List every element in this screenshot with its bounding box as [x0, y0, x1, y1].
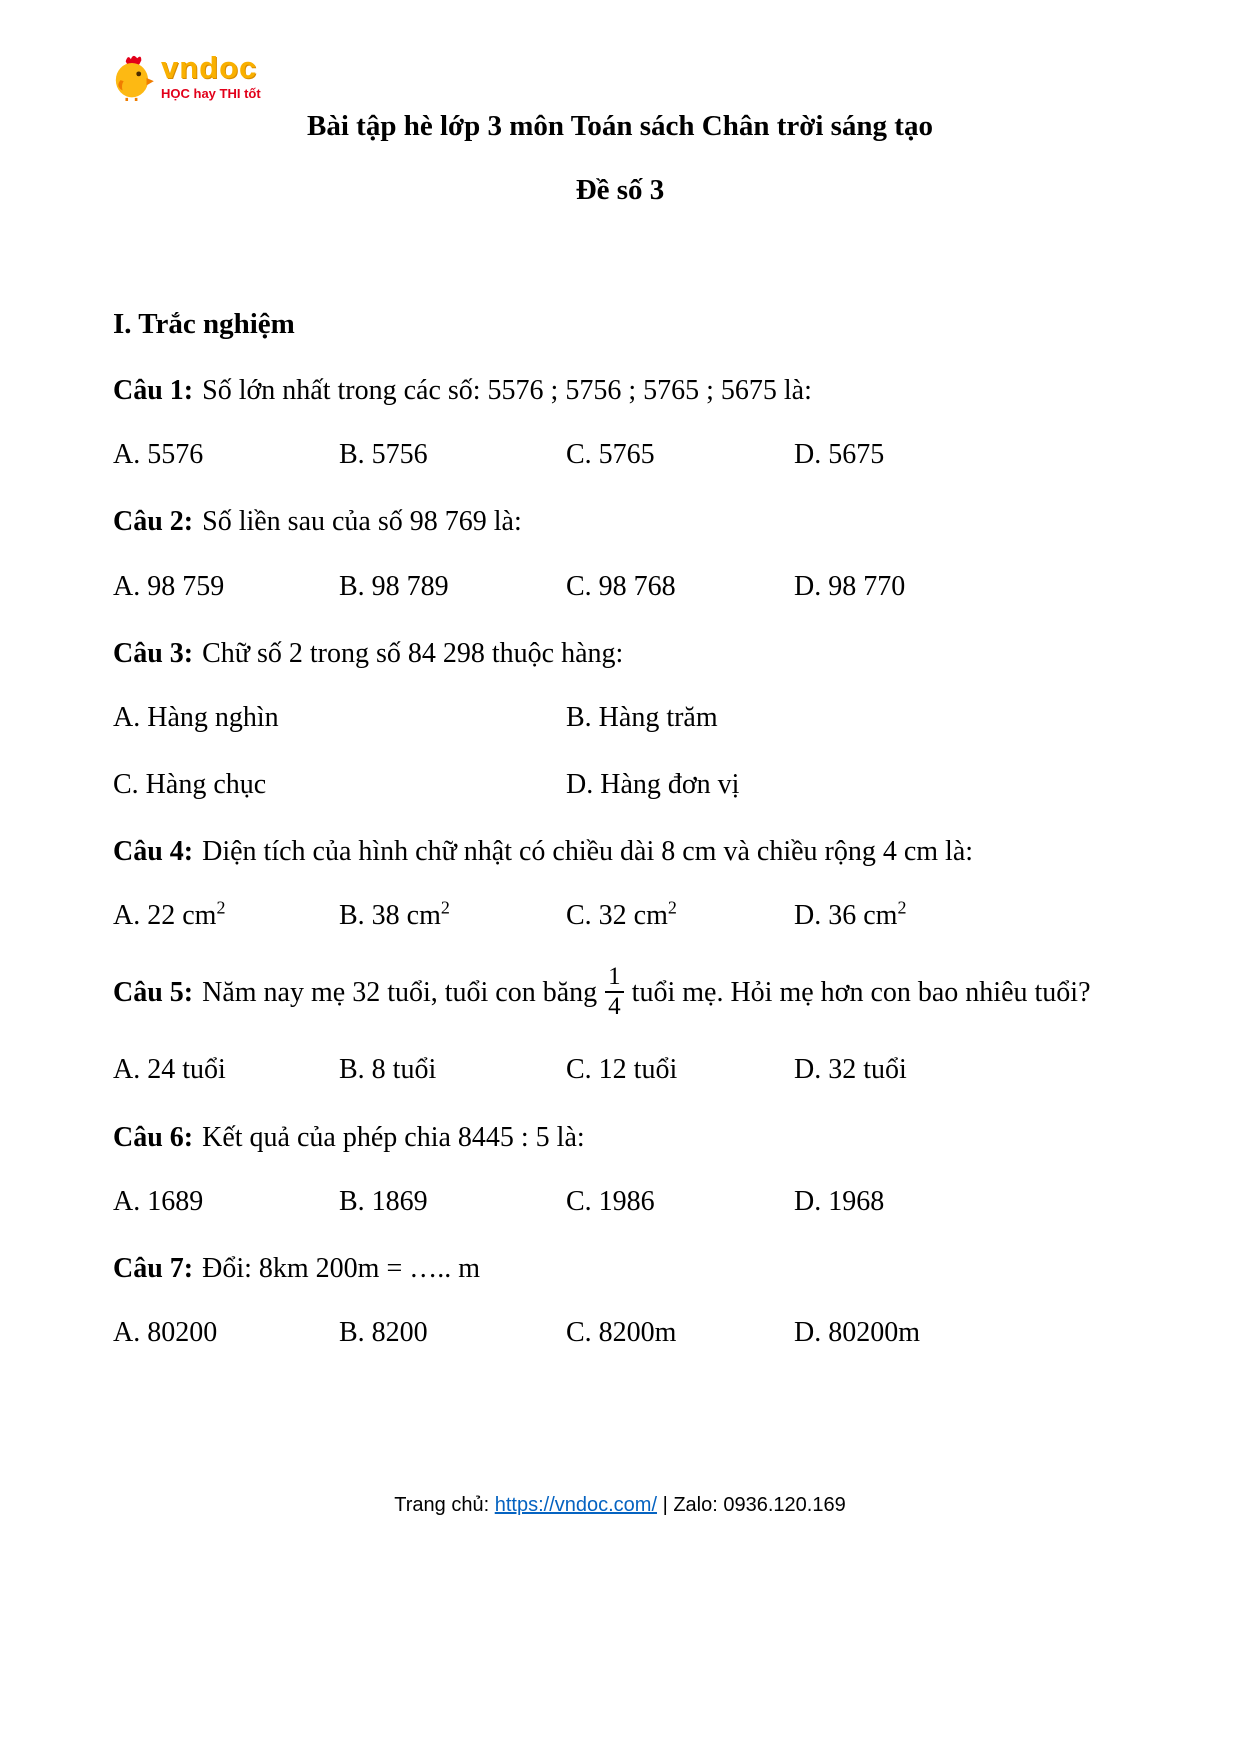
option-b: B. 8200: [339, 1317, 428, 1349]
question-4: [113, 835, 1127, 933]
question-text: [113, 1252, 1127, 1286]
question-label: Câu 3:: [113, 637, 194, 669]
fraction-denominator: 4: [608, 992, 621, 1020]
question-body: Số liền sau của số 98 769 là:: [202, 506, 522, 538]
option-c: C. 12 tuổi: [566, 1054, 678, 1086]
option-d: D. 1968: [794, 1185, 885, 1217]
superscript: 2: [667, 897, 677, 918]
question-body: Chữ số 2 trong số 84 298 thuộc hàng:: [202, 637, 624, 669]
option-a: A. 22 $cm^2$: [113, 897, 226, 932]
question-2: [113, 505, 1127, 603]
superscript: 2: [897, 897, 907, 918]
option-a: A. 80200: [113, 1317, 218, 1349]
chick-mascot-icon: [112, 52, 154, 102]
option-a: A. Hàng nghìn: [113, 701, 279, 733]
brand-name: vndoc: [161, 50, 258, 85]
option-c: C. 32 $cm^2$: [566, 897, 677, 932]
question-text: [113, 505, 1127, 539]
footer-prefix: Trang chủ:: [394, 1494, 495, 1516]
document-body: [0, 308, 1240, 1351]
homepage-link[interactable]: https://vndoc.com/: [494, 1494, 658, 1516]
option-c: C. Hàng chục: [113, 768, 267, 800]
option-d: D. 5675: [794, 439, 885, 471]
options-row: [113, 1053, 1127, 1087]
footer-suffix: | Zalo: 0936.120.169: [657, 1494, 846, 1516]
option-b: B. 1869: [339, 1185, 428, 1217]
vndoc-logo: [112, 52, 261, 102]
question-1: [113, 374, 1127, 472]
question-body: Đổi: 8km 200m = ….. m: [202, 1252, 481, 1284]
question-body: Diện tích của hình chữ nhật có chiều dài 8 cm và chiều rộng 4 cm là:: [202, 836, 974, 868]
question-label: Câu 5:: [113, 977, 194, 1009]
fraction-one-fourth: [605, 963, 624, 1020]
option-b: B. 5756: [339, 439, 428, 471]
question-body: Số lớn nhất trong các số: 5576 ; 5756 ; 5765 ; 5675 là:: [202, 375, 812, 407]
question-text: [113, 963, 1127, 1023]
superscript: 2: [440, 897, 450, 918]
options-row: [113, 1185, 1127, 1219]
option-c: C. 1986: [566, 1185, 655, 1217]
option-d: D. 32 tuổi: [794, 1054, 907, 1086]
question-text: [113, 637, 1127, 671]
option-a: A. 1689: [113, 1185, 204, 1217]
option-c: C. 8200m: [566, 1317, 677, 1349]
question-label: Câu 6:: [113, 1121, 194, 1153]
option-c: C. 5765: [566, 439, 655, 471]
fraction-numerator: 1: [605, 963, 624, 993]
option-d: D. Hàng đơn vị: [566, 768, 740, 800]
options-row: [113, 899, 1127, 933]
option-b: B. 8 tuổi: [339, 1054, 437, 1086]
logo-text: [161, 52, 261, 101]
option-a: A. 5576: [113, 439, 204, 471]
question-label: Câu 2:: [113, 506, 194, 538]
option-d: D. 36 $cm^2$: [794, 897, 907, 932]
options-row: [113, 438, 1127, 472]
options-row: [113, 1316, 1127, 1350]
question-label: Câu 7:: [113, 1252, 194, 1284]
option-b: B. 98 789: [339, 570, 449, 602]
option-c: C. 98 768: [566, 570, 676, 602]
options-row: [113, 570, 1127, 604]
question-text: [113, 835, 1127, 869]
question-label: Câu 4:: [113, 836, 194, 868]
question-body: Kết quả của phép chia 8445 : 5 là:: [202, 1121, 585, 1153]
question-3: [113, 637, 1127, 802]
page-subtitle: Đề số 3: [575, 174, 665, 207]
page-footer: [0, 1494, 1240, 1517]
question-5: [113, 963, 1127, 1087]
question-7: [113, 1252, 1127, 1350]
question-text: [113, 374, 1127, 408]
option-a: A. 98 759: [113, 570, 225, 602]
superscript: 2: [216, 897, 226, 918]
question-text: [113, 1121, 1127, 1155]
page-title: Bài tập hè lớp 3 môn Toán sách Chân trời sáng tạo: [307, 110, 933, 142]
option-b: B. Hàng trăm: [566, 701, 718, 733]
question-body-before: Năm nay mẹ 32 tuổi, tuổi con băng: [202, 977, 598, 1009]
question-6: [113, 1121, 1127, 1219]
question-body-after: tuổi mẹ. Hỏi mẹ hơn con bao nhiêu tuổi?: [631, 977, 1091, 1009]
option-d: D. 98 770: [794, 570, 906, 602]
option-d: D. 80200m: [794, 1317, 920, 1349]
option-b: B. 38 $cm^2$: [339, 897, 450, 932]
brand-tagline: HỌC hay THI tốt: [161, 86, 261, 101]
options-grid: [113, 701, 1127, 802]
section-title: I. Trắc nghiệm: [113, 307, 295, 340]
question-label: Câu 1:: [113, 375, 194, 407]
option-a: A. 24 tuổi: [113, 1054, 226, 1086]
